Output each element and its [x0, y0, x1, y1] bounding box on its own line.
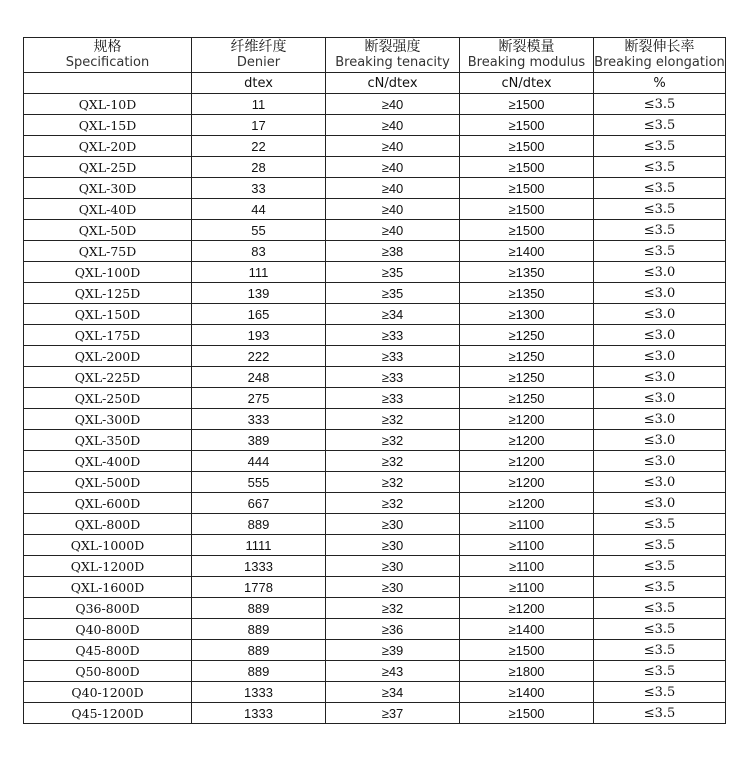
- denier-cell: 1333: [192, 682, 326, 703]
- unit-cell: cN/dtex: [460, 73, 594, 94]
- tenacity-cell: ≥32: [326, 598, 460, 619]
- elongation-cell: ≤3.0: [594, 283, 726, 304]
- header-row: [24, 38, 726, 73]
- modulus-cell: ≥1200: [460, 493, 594, 514]
- tenacity-cell: ≥34: [326, 304, 460, 325]
- spec-cell: Q40-1200D: [24, 682, 192, 703]
- denier-cell: 1778: [192, 577, 326, 598]
- denier-cell: 444: [192, 451, 326, 472]
- header-zh: 规格: [93, 39, 122, 55]
- table-row: [24, 220, 726, 241]
- tenacity-cell: ≥40: [326, 178, 460, 199]
- tenacity-cell: ≥40: [326, 199, 460, 220]
- denier-cell: 248: [192, 367, 326, 388]
- table-row: [24, 619, 726, 640]
- elongation-cell: ≤3.5: [594, 598, 726, 619]
- spec-cell: QXL-300D: [24, 409, 192, 430]
- header-elongation: [594, 38, 726, 73]
- denier-cell: 889: [192, 661, 326, 682]
- elongation-cell: ≤3.5: [594, 199, 726, 220]
- table-row: [24, 640, 726, 661]
- header-specification: [24, 38, 192, 73]
- elongation-cell: ≤3.5: [594, 577, 726, 598]
- header-zh: 断裂强度: [364, 39, 421, 55]
- table-row: [24, 556, 726, 577]
- spec-cell: QXL-1000D: [24, 535, 192, 556]
- table-row: [24, 661, 726, 682]
- spec-cell: Q50-800D: [24, 661, 192, 682]
- table-row: [24, 493, 726, 514]
- table-row: [24, 178, 726, 199]
- spec-cell: QXL-500D: [24, 472, 192, 493]
- tenacity-cell: ≥32: [326, 409, 460, 430]
- denier-cell: 83: [192, 241, 326, 262]
- denier-cell: 165: [192, 304, 326, 325]
- unit-cell: cN/dtex: [326, 73, 460, 94]
- denier-cell: 555: [192, 472, 326, 493]
- unit-cell: dtex: [192, 73, 326, 94]
- elongation-cell: ≤3.5: [594, 535, 726, 556]
- denier-cell: 193: [192, 325, 326, 346]
- table-row: [24, 262, 726, 283]
- spec-cell: QXL-15D: [24, 115, 192, 136]
- table-row: [24, 241, 726, 262]
- spec-cell: QXL-100D: [24, 262, 192, 283]
- elongation-cell: ≤3.5: [594, 640, 726, 661]
- denier-cell: 889: [192, 514, 326, 535]
- modulus-cell: ≥1800: [460, 661, 594, 682]
- denier-cell: 11: [192, 94, 326, 115]
- denier-cell: 111: [192, 262, 326, 283]
- table-row: [24, 283, 726, 304]
- header-zh: 断裂模量: [498, 39, 555, 55]
- tenacity-cell: ≥35: [326, 283, 460, 304]
- denier-cell: 44: [192, 199, 326, 220]
- tenacity-cell: ≥38: [326, 241, 460, 262]
- tenacity-cell: ≥40: [326, 157, 460, 178]
- elongation-cell: ≤3.0: [594, 451, 726, 472]
- tenacity-cell: ≥32: [326, 493, 460, 514]
- spec-cell: Q40-800D: [24, 619, 192, 640]
- tenacity-cell: ≥30: [326, 514, 460, 535]
- modulus-cell: ≥1500: [460, 178, 594, 199]
- tenacity-cell: ≥35: [326, 262, 460, 283]
- elongation-cell: ≤3.5: [594, 220, 726, 241]
- modulus-cell: ≥1100: [460, 514, 594, 535]
- table-body: [24, 94, 726, 724]
- modulus-cell: ≥1400: [460, 619, 594, 640]
- denier-cell: 33: [192, 178, 326, 199]
- spec-cell: QXL-40D: [24, 199, 192, 220]
- unit-row: [24, 73, 726, 94]
- elongation-cell: ≤3.5: [594, 682, 726, 703]
- spec-cell: QXL-175D: [24, 325, 192, 346]
- spec-cell: QXL-1200D: [24, 556, 192, 577]
- spec-cell: QXL-150D: [24, 304, 192, 325]
- elongation-cell: ≤3.5: [594, 619, 726, 640]
- modulus-cell: ≥1100: [460, 556, 594, 577]
- denier-cell: 667: [192, 493, 326, 514]
- elongation-cell: ≤3.0: [594, 472, 726, 493]
- tenacity-cell: ≥32: [326, 472, 460, 493]
- table-row: [24, 157, 726, 178]
- table-row: [24, 577, 726, 598]
- elongation-cell: ≤3.0: [594, 367, 726, 388]
- elongation-cell: ≤3.0: [594, 304, 726, 325]
- modulus-cell: ≥1200: [460, 598, 594, 619]
- denier-cell: 889: [192, 619, 326, 640]
- modulus-cell: ≥1250: [460, 346, 594, 367]
- tenacity-cell: ≥34: [326, 682, 460, 703]
- modulus-cell: ≥1500: [460, 115, 594, 136]
- elongation-cell: ≤3.5: [594, 703, 726, 724]
- unit-cell: %: [594, 73, 726, 94]
- spec-cell: Q45-1200D: [24, 703, 192, 724]
- table-row: [24, 388, 726, 409]
- unit-cell: [24, 73, 192, 94]
- spec-cell: Q36-800D: [24, 598, 192, 619]
- tenacity-cell: ≥40: [326, 94, 460, 115]
- modulus-cell: ≥1250: [460, 388, 594, 409]
- spec-cell: QXL-225D: [24, 367, 192, 388]
- modulus-cell: ≥1400: [460, 682, 594, 703]
- denier-cell: 275: [192, 388, 326, 409]
- modulus-cell: ≥1500: [460, 640, 594, 661]
- modulus-cell: ≥1400: [460, 241, 594, 262]
- tenacity-cell: ≥40: [326, 115, 460, 136]
- elongation-cell: ≤3.5: [594, 661, 726, 682]
- table-row: [24, 682, 726, 703]
- table-row: [24, 304, 726, 325]
- table-row: [24, 325, 726, 346]
- denier-cell: 1333: [192, 703, 326, 724]
- table-row: [24, 115, 726, 136]
- denier-cell: 889: [192, 640, 326, 661]
- table-row: [24, 94, 726, 115]
- elongation-cell: ≤3.0: [594, 430, 726, 451]
- header-en: Denier: [236, 55, 281, 70]
- modulus-cell: ≥1100: [460, 577, 594, 598]
- modulus-cell: ≥1100: [460, 535, 594, 556]
- tenacity-cell: ≥30: [326, 556, 460, 577]
- spec-cell: QXL-800D: [24, 514, 192, 535]
- tenacity-cell: ≥40: [326, 220, 460, 241]
- tenacity-cell: ≥40: [326, 136, 460, 157]
- denier-cell: 889: [192, 598, 326, 619]
- modulus-cell: ≥1500: [460, 94, 594, 115]
- elongation-cell: ≤3.0: [594, 409, 726, 430]
- modulus-cell: ≥1350: [460, 283, 594, 304]
- denier-cell: 1333: [192, 556, 326, 577]
- spec-cell: QXL-30D: [24, 178, 192, 199]
- elongation-cell: ≤3.0: [594, 325, 726, 346]
- modulus-cell: ≥1250: [460, 325, 594, 346]
- header-en: Breaking elongation: [594, 55, 725, 70]
- tenacity-cell: ≥43: [326, 661, 460, 682]
- spec-cell: QXL-250D: [24, 388, 192, 409]
- header-en: Specification: [65, 55, 150, 70]
- spec-cell: QXL-200D: [24, 346, 192, 367]
- spec-cell: QXL-125D: [24, 283, 192, 304]
- table-row: [24, 430, 726, 451]
- denier-cell: 1111: [192, 535, 326, 556]
- elongation-cell: ≤3.5: [594, 514, 726, 535]
- tenacity-cell: ≥33: [326, 346, 460, 367]
- spec-cell: QXL-10D: [24, 94, 192, 115]
- elongation-cell: ≤3.5: [594, 157, 726, 178]
- modulus-cell: ≥1200: [460, 472, 594, 493]
- spec-cell: QXL-1600D: [24, 577, 192, 598]
- tenacity-cell: ≥33: [326, 388, 460, 409]
- table-row: [24, 472, 726, 493]
- modulus-cell: ≥1200: [460, 409, 594, 430]
- tenacity-cell: ≥36: [326, 619, 460, 640]
- elongation-cell: ≤3.0: [594, 493, 726, 514]
- table-row: [24, 346, 726, 367]
- tenacity-cell: ≥39: [326, 640, 460, 661]
- elongation-cell: ≤3.0: [594, 346, 726, 367]
- elongation-cell: ≤3.5: [594, 178, 726, 199]
- table-row: [24, 535, 726, 556]
- header-modulus: [460, 38, 594, 73]
- tenacity-cell: ≥32: [326, 451, 460, 472]
- spec-cell: QXL-75D: [24, 241, 192, 262]
- denier-cell: 389: [192, 430, 326, 451]
- tenacity-cell: ≥33: [326, 325, 460, 346]
- spec-table: [23, 37, 726, 724]
- table-row: [24, 451, 726, 472]
- elongation-cell: ≤3.5: [594, 136, 726, 157]
- table-row: [24, 367, 726, 388]
- modulus-cell: ≥1350: [460, 262, 594, 283]
- elongation-cell: ≤3.5: [594, 94, 726, 115]
- denier-cell: 55: [192, 220, 326, 241]
- denier-cell: 22: [192, 136, 326, 157]
- header-zh: 断裂伸长率: [624, 39, 695, 55]
- denier-cell: 333: [192, 409, 326, 430]
- denier-cell: 139: [192, 283, 326, 304]
- header-zh: 纤维纤度: [230, 39, 287, 55]
- table-row: [24, 598, 726, 619]
- spec-cell: QXL-600D: [24, 493, 192, 514]
- modulus-cell: ≥1250: [460, 367, 594, 388]
- spec-cell: Q45-800D: [24, 640, 192, 661]
- modulus-cell: ≥1500: [460, 703, 594, 724]
- modulus-cell: ≥1200: [460, 451, 594, 472]
- modulus-cell: ≥1500: [460, 157, 594, 178]
- elongation-cell: ≤3.0: [594, 262, 726, 283]
- modulus-cell: ≥1500: [460, 220, 594, 241]
- table-row: [24, 514, 726, 535]
- spec-cell: QXL-50D: [24, 220, 192, 241]
- tenacity-cell: ≥32: [326, 430, 460, 451]
- table-row: [24, 409, 726, 430]
- modulus-cell: ≥1500: [460, 199, 594, 220]
- modulus-cell: ≥1200: [460, 430, 594, 451]
- denier-cell: 222: [192, 346, 326, 367]
- header-tenacity: [326, 38, 460, 73]
- table-row: [24, 136, 726, 157]
- elongation-cell: ≤3.5: [594, 556, 726, 577]
- tenacity-cell: ≥30: [326, 535, 460, 556]
- denier-cell: 17: [192, 115, 326, 136]
- elongation-cell: ≤3.5: [594, 241, 726, 262]
- spec-cell: QXL-350D: [24, 430, 192, 451]
- modulus-cell: ≥1500: [460, 136, 594, 157]
- denier-cell: 28: [192, 157, 326, 178]
- header-en: Breaking modulus: [467, 55, 586, 70]
- elongation-cell: ≤3.0: [594, 388, 726, 409]
- tenacity-cell: ≥37: [326, 703, 460, 724]
- spec-cell: QXL-20D: [24, 136, 192, 157]
- elongation-cell: ≤3.5: [594, 115, 726, 136]
- tenacity-cell: ≥33: [326, 367, 460, 388]
- table-row: [24, 199, 726, 220]
- header-en: Breaking tenacity: [335, 55, 450, 70]
- table-row: [24, 703, 726, 724]
- modulus-cell: ≥1300: [460, 304, 594, 325]
- tenacity-cell: ≥30: [326, 577, 460, 598]
- spec-cell: QXL-400D: [24, 451, 192, 472]
- header-denier: [192, 38, 326, 73]
- spec-cell: QXL-25D: [24, 157, 192, 178]
